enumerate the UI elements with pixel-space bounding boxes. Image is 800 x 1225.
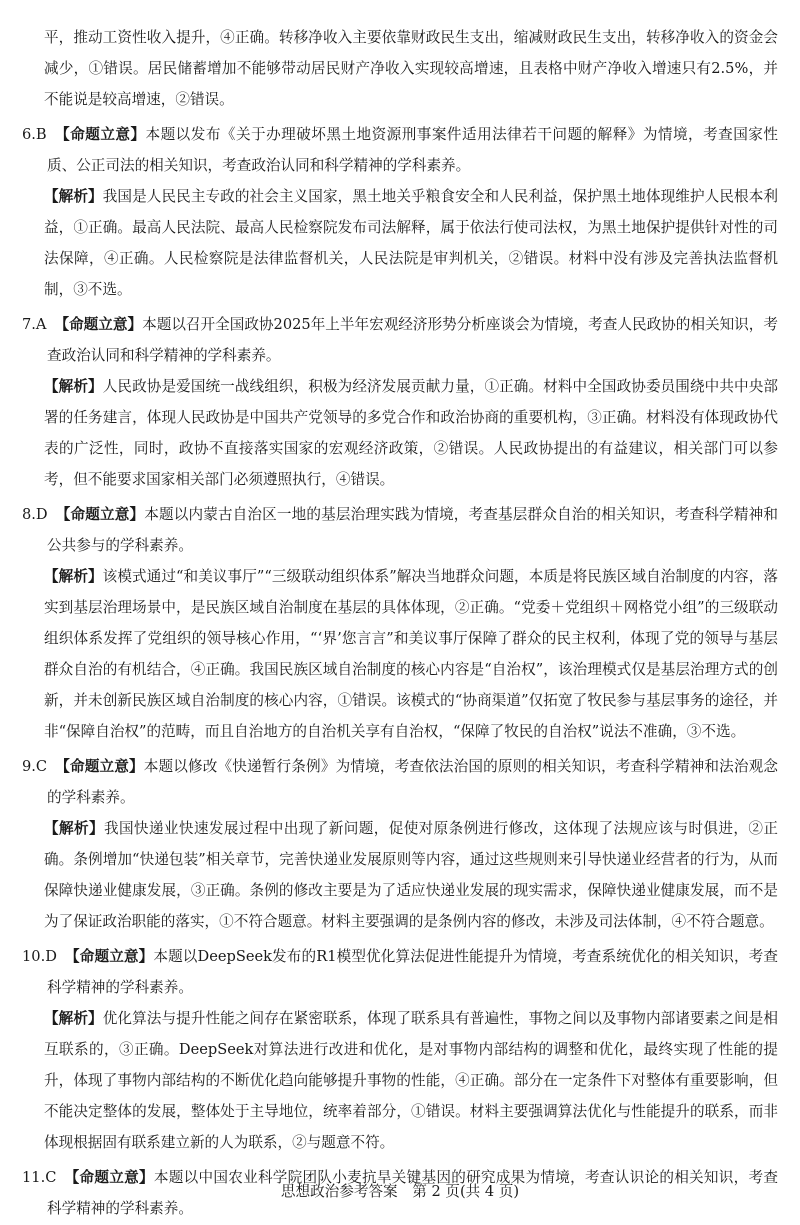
intent-text: 本题以发布《关于办理破坏黑土地资源刑事案件适用法律若干问题的解释》为情境，考查国家性质、公正司法的相关知识，考查政治认同和科学精神的学科素养。 xyxy=(47,126,778,174)
analysis-label: 【解析】 xyxy=(44,188,103,205)
intent-label: 【命题立意】 xyxy=(55,506,145,523)
intent-label: 【命题立意】 xyxy=(55,758,144,775)
question-number-answer: 9.C xyxy=(22,758,48,775)
analysis-text: 我国快递业快速发展过程中出现了新问题，促使对原条例进行修改，这体现了法规应该与时俱进，②正确。条例增加“快递包装”相关章节，完善快递业发展原则等内容，通过这些规则来引导快递业经营者的行为，从而保障快递业健康发展，③正确。条例的修改主要是为了适应快递业发展的现实需求，保障快递业健康发展，而不是为了保证政治职能的落实，①不符合题意。材料主要强调的是条例内容的修改，未涉及司法体制，④不符合题意。 xyxy=(44,820,778,930)
intent-text: 本题以内蒙古自治区一地的基层治理实践为情境，考查基层群众自治的相关知识，考查科学精神和公共参与的学科素养。 xyxy=(47,506,778,554)
question-number-answer: 6.B xyxy=(22,126,47,143)
question-number-answer: 7.A xyxy=(22,316,47,333)
analysis-paragraph xyxy=(22,181,778,305)
answer-item xyxy=(22,751,778,937)
analysis-paragraph xyxy=(22,813,778,937)
analysis-paragraph xyxy=(22,561,778,747)
analysis-text: 我国是人民民主专政的社会主义国家，黑土地关乎粮食安全和人民利益，保护黑土地体现维护人民根本利益，①正确。最高人民法院、最高人民检察院发布司法解释，属于依法行使司法权，为黑土地保护提供针对性的司法保障，④正确。人民检察院是法律监督机关，人民法院是审判机关，②错误。材料中没有涉及完善执法监督机制，③不选。 xyxy=(44,188,778,298)
page-footer: 思想政治参考答案 第 2 页(共 4 页) xyxy=(280,1183,520,1200)
question-number-answer: 10.D xyxy=(22,948,57,965)
intent-text: 本题以DeepSeek发布的R1模型优化算法促进性能提升为情境，考查系统优化的相关知识，考查科学精神的学科素养。 xyxy=(47,948,778,996)
intent-label: 【命题立意】 xyxy=(54,126,146,143)
answer-item xyxy=(22,309,778,495)
question-intent xyxy=(22,119,778,181)
answer-list xyxy=(22,119,778,1224)
answer-item xyxy=(22,499,778,747)
question-number-answer: 8.D xyxy=(22,506,48,523)
intent-text: 本题以召开全国政协2025年上半年宏观经济形势分析座谈会为情境，考查人民政协的相关知识，考查政治认同和科学精神的学科素养。 xyxy=(47,316,778,364)
answer-item xyxy=(22,119,778,305)
question-intent xyxy=(22,309,778,371)
analysis-label: 【解析】 xyxy=(44,568,103,585)
intent-label: 【命题立意】 xyxy=(64,1169,154,1186)
intent-text: 本题以中国农业科学院团队小麦抗旱关键基因的研究成果为情境，考查认识论的相关知识，考查科学精神的学科素养。 xyxy=(47,1169,778,1217)
analysis-label: 【解析】 xyxy=(44,378,103,395)
analysis-label: 【解析】 xyxy=(44,1010,103,1027)
answer-content xyxy=(22,22,778,1224)
analysis-label: 【解析】 xyxy=(44,820,104,837)
analysis-paragraph xyxy=(22,1003,778,1158)
answer-item xyxy=(22,941,778,1158)
question-intent xyxy=(22,499,778,561)
question-intent xyxy=(22,751,778,813)
intent-text: 本题以修改《快递暂行条例》为情境，考查依法治国的原则的相关知识，考查科学精神和法治观念的学科素养。 xyxy=(47,758,778,806)
question-intent xyxy=(22,941,778,1003)
analysis-text: 优化算法与提升性能之间存在紧密联系，体现了联系具有普遍性，事物之间以及事物内部诸要素之间是相互联系的，③正确。DeepSeek对算法进行改进和优化，是对事物内部结构的调整和优化，最终实现了性能的提升，体现了事物内部结构的不断优化趋向能够提升事物的性能，④正确。部分在一定条件下对整体有重要影响，但不能决定整体的发展，整体处于主导地位，统率着部分，①错误。材料主要强调算法优化与性能提升的联系，而非体现根据固有联系建立新的人为联系，②与题意不符。 xyxy=(44,1010,778,1151)
analysis-text: 该模式通过“和美议事厅”“三级联动组织体系”解决当地群众问题，本质是将民族区域自治制度的内容，落实到基层治理场景中，是民族区域自治制度在基层的具体体现，②正确。“党委＋党组织＋网格党小组”的三级联动组织体系发挥了党组织的领导核心作用，“‘界’您言言”和美议事厅保障了群众的民主权利，体现了党的领导与基层群众自治的有机结合，④正确。我国民族区域自治制度的核心内容是“自治权”，该治理模式仅是基层治理方式的创新，并未创新民族区域自治制度的核心内容，①错误。该模式的“协商渠道”仅拓宽了牧民参与基层事务的途径，并非“保障自治权”的范畴，而且自治地方的自治机关享有自治权，“保障了牧民的自治权”说法不准确，③不选。 xyxy=(44,568,778,740)
intent-label: 【命题立意】 xyxy=(64,948,154,965)
analysis-paragraph xyxy=(22,371,778,495)
analysis-text: 人民政协是爱国统一战线组织，积极为经济发展贡献力量，①正确。材料中全国政协委员围绕中共中央部署的任务建言，体现人民政协是中国共产党领导的多党合作和政治协商的重要机构，③正确。材料没有体现政协代表的广泛性，同时，政协不直接落实国家的宏观经济政策，②错误。人民政协提出的有益建议，相关部门可以参考，但不能要求国家相关部门必须遵照执行，④错误。 xyxy=(44,378,778,488)
intro-paragraph: 平，推动工资性收入提升，④正确。转移净收入主要依靠财政民生支出，缩减财政民生支出，转移净收入的资金会减少，①错误。居民储蓄增加不能够带动居民财产净收入实现较高增速，且表格中财产净收入增速只有2.5%，并不能说是较高增速，②错误。 xyxy=(44,29,778,108)
intent-label: 【命题立意】 xyxy=(54,316,143,333)
question-number-answer: 11.C xyxy=(22,1169,57,1186)
